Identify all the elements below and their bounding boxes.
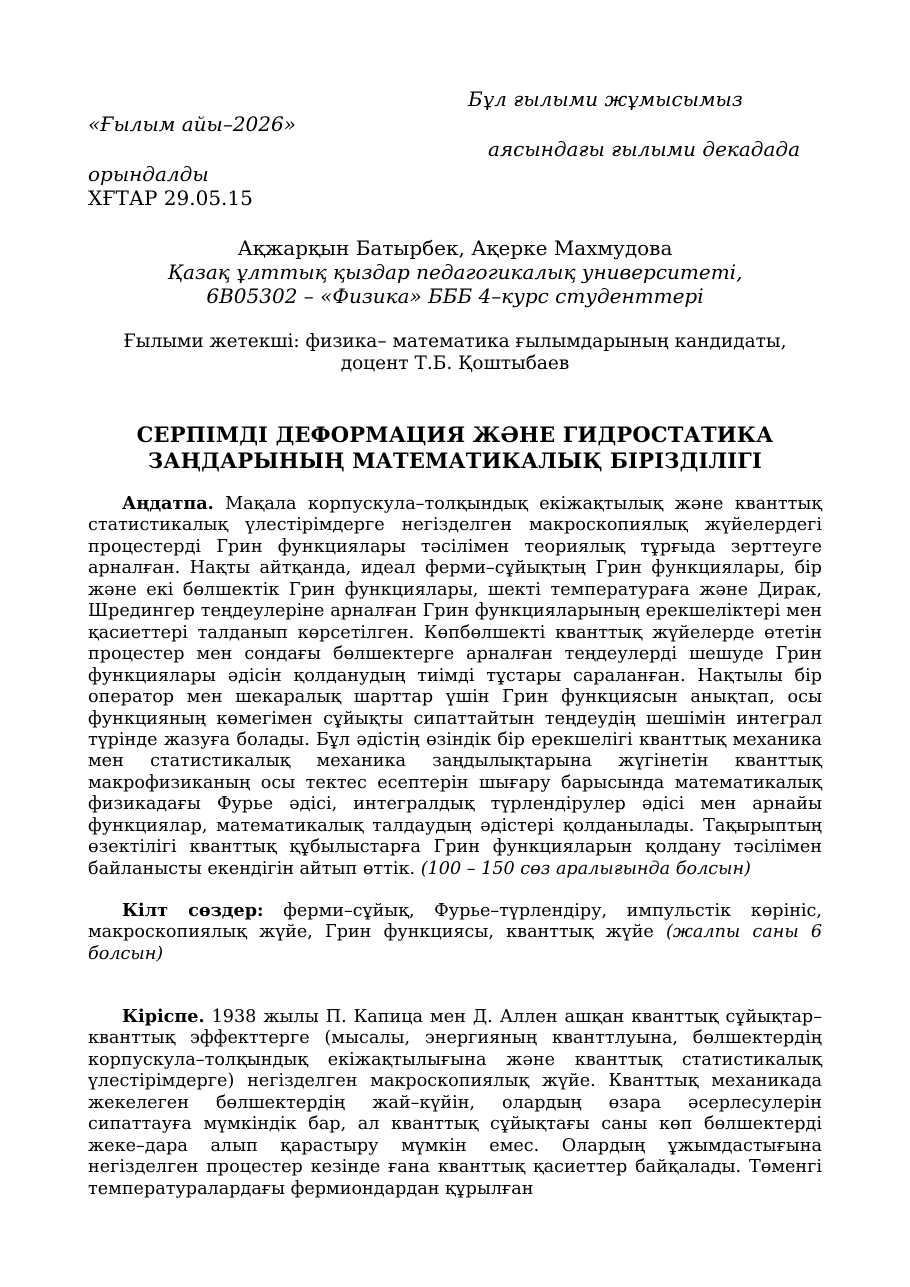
header-line-3: аясындағы ғылыми декадада: [488, 137, 801, 161]
abstract-paragraph: [88, 493, 822, 880]
header-line-1: Бұл ғылыми жұмысымыз: [468, 87, 743, 111]
supervisor-line-2: доцент Т.Б. Қоштыбаев: [340, 353, 570, 374]
keywords-text: ферми–сұйық, Фурье–түрлендіру, импульстік көрініс, макроскопиялық жүйе, Грин функциясы, кванттық жүйе: [88, 901, 822, 943]
title-line-2: ЗАҢДАРЫНЫҢ МАТЕМАТИКАЛЫҚ БІРІЗДІЛІГІ: [148, 448, 762, 473]
header-line-2: «Ғылым айы–2026»: [88, 112, 296, 136]
header-line-5: ХҒТАР 29.05.15: [88, 186, 253, 210]
affiliation-line-2: 6В05302 – «Физика» БББ 4–курс студенттері: [206, 284, 704, 308]
intro-paragraph: [88, 1006, 822, 1200]
abstract-label: Аңдатпа.: [122, 493, 214, 514]
authors-block: [88, 236, 822, 308]
intro-label: Кіріспе.: [122, 1006, 205, 1027]
author-names: Ақжарқын Батырбек, Ақерке Махмудова: [237, 236, 673, 260]
abstract-text: Мақала корпускула–толқындық екіжақтылық және кванттық статистикалық үлестірімдерге негізделген макроскопиялық жүйелердегі процестерді Грин функциялары тәсілімен теориялық тұрғыда зерттеуге арналған. Нақты айтқанда, идеал ферми–сұйықтың Грин функциялары, бір және екі бөлшектік Грин функциялары, шекті температураға және Дирак, Шредингер теңдеулеріне арналған Грин функцияларының ерекшеліктері мен қасиеттері талданып көрсетілген. Көпбөлшекті кванттық жүйелерде өтетін процестер мен сондағы бөлшектерге арналған теңдеулерді шешуде Грин функциялары әдісін қолданудың тиімді тұстары сараланған. Нақтылы бір оператор мен шекаралық шарттар үшін Грин функциясын анықтап, осы функцияның көмегімен сұйықты сипаттайтын теңдеудің шешімін интеграл түрінде жазуға болады. Бұл әдістің өзіндік бір ерекшелігі кванттық механика мен статистикалық механика заңдылықтарына жүгінетін кванттық макрофизиканың осы тектес есептерін шығару барысында математикалық физикадағы Фурье әдісі, интегралдық түрлендірулер әдісі мен арнайы функциялар, математикалық талдаудың әдістері қолданылады. Тақырыптың өзектілігі кванттық құбылыстарға Грин функцияларын қолдану тәсілімен байланысты екендігін айтып өттік.: [88, 494, 822, 879]
abstract-note: (100 – 150 сөз аралығында болсын): [420, 858, 751, 879]
keywords-label: Кілт сөздер:: [122, 900, 264, 921]
paper-title: [88, 422, 822, 474]
keywords-note: (жалпы саны 6 болсын): [88, 922, 823, 964]
title-line-1: СЕРПІМДІ ДЕФОРМАЦИЯ ЖӘНЕ ГИДРОСТАТИКА: [136, 422, 774, 447]
keywords-paragraph: [88, 900, 822, 965]
intro-text: 1938 жылы П. Капица мен Д. Аллен ашқан кванттық сұйықтар–кванттық эффекттерге (мысалы, энергияның кванттлуына, бөлшектердің корпускула–толқындық екіжақтылығына және кванттық статистикалық үлестірімдерге) негізделген макроскопиялық жүйе. Кванттық механикада жекелеген бөлшектердің жай–күйін, олардың өзара әсерлесулерін сипаттауға мүмкіндік бар, ал кванттық сұйықтағы саны көп бөлшектерді жеке–дара алып қарастыру мүмкін емес. Олардың ұжымдастығына негізделген процестер кезінде ғана кванттық қасиеттер байқалады. Төменгі температуралардағы фермиондардан құрылған: [88, 1007, 822, 1199]
affiliation-line-1: Қазақ ұлттық қыздар педагогикалық университеті,: [167, 260, 743, 284]
supervisor-block: [88, 331, 822, 375]
header-line-4: орындалды: [88, 162, 209, 186]
supervisor-line-1: Ғылыми жетекші: физика– математика ғылымдарының кандидаты,: [123, 331, 787, 352]
